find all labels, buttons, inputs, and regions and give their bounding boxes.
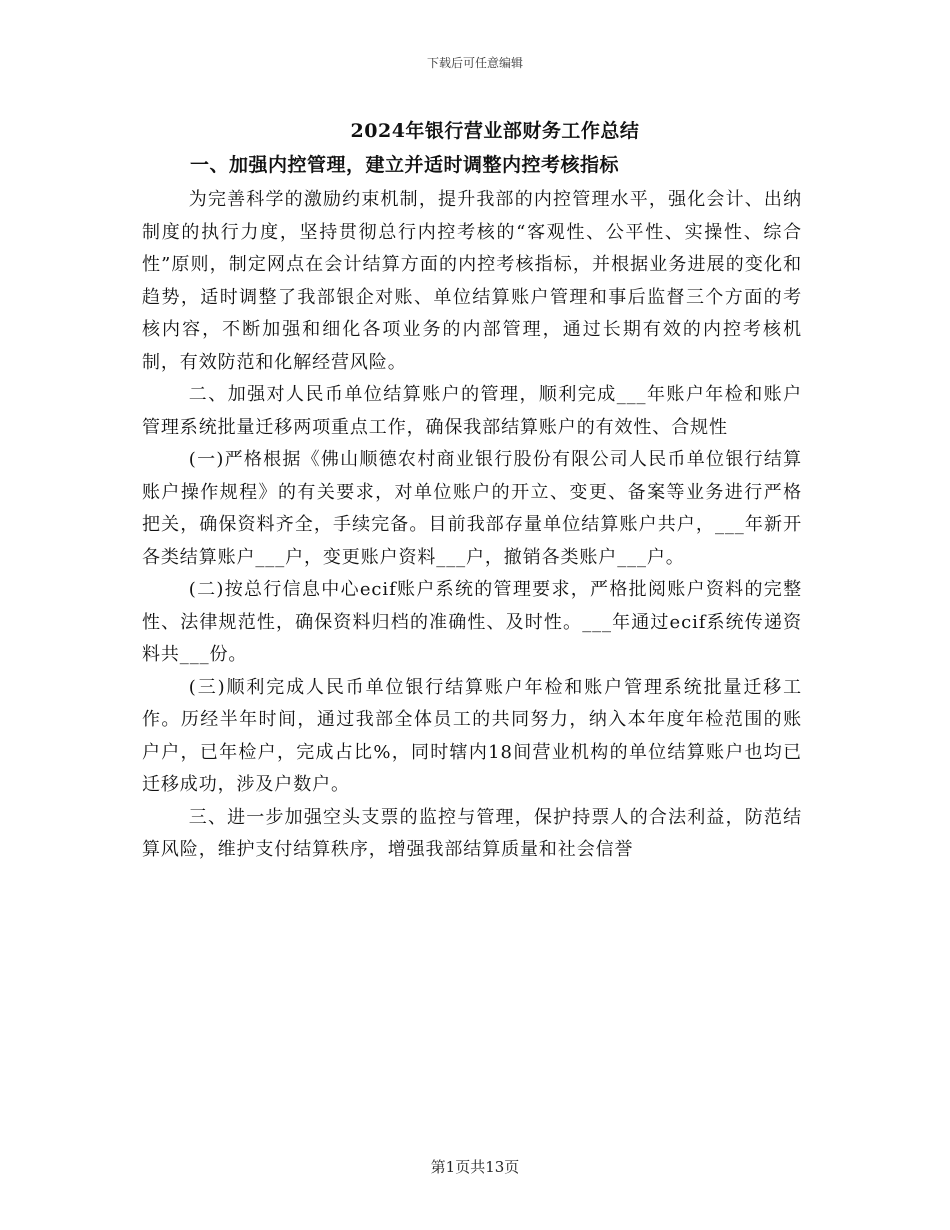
paragraph-1: 为完善科学的激励约束机制，提升我部的内控管理水平，强化会计、出纳制度的执行力度，坚持贯彻总行内控考核的“客观性、公平性、实操性、综合性”原则，制定网点在会计结算方面的内控考核指标，并根据业务进展的变化和趋势，适时调整了我部银企对账、单位结算账户管理和事后监督三个方面的考核内容，不断加强和细化各项业务的内部管理，通过长期有效的内控考核机制，有效防范和化解经营风险。 <box>142 189 802 373</box>
paragraph-4: (二)按总行信息中心ecif账户系统的管理要求，严格批阅账户资料的完整性、法律规范性，确保资料归档的准确性、及时性。___年通过ecif系统传递资料共___份。 <box>142 579 802 665</box>
section-heading-1: 一、加强内控管理，建立并适时调整内控考核指标 <box>190 154 620 176</box>
document-body <box>142 184 802 867</box>
header-note: 下载后可任意编辑 <box>426 56 523 70</box>
paragraph-6: 三、进一步加强空头支票的监控与管理，保护持票人的合法利益，防范结算风险，维护支付结算秩序，增强我部结算质量和社会信誉 <box>142 806 802 860</box>
document-title: 2024年银行营业部财务工作总结 <box>350 120 640 142</box>
page-number: 第1页共13页 <box>430 1158 520 1176</box>
paragraph-3: (一)严格根据《佛山顺德农村商业银行股份有限公司人民币单位银行结算账户操作规程》的有关要求，对单位账户的开立、变更、备案等业务进行严格把关，确保资料齐全，手续完备。目前我部存量单位结算账户共户，___年新开各类结算账户___户，变更账户资料___户，撤销各类账户___户。 <box>142 449 802 568</box>
paragraph-5: (三)顺利完成人民币单位银行结算账户年检和账户管理系统批量迁移工作。历经半年时间，通过我部全体员工的共同努力，纳入本年度年检范围的账户户，已年检户，完成占比%，同时辖内18间营业机构的单位结算账户也均已迁移成功，涉及户数户。 <box>142 676 802 795</box>
paragraph-2: 二、加强对人民币单位结算账户的管理，顺利完成___年账户年检和账户管理系统批量迁移两项重点工作，确保我部结算账户的有效性、合规性 <box>142 384 802 438</box>
